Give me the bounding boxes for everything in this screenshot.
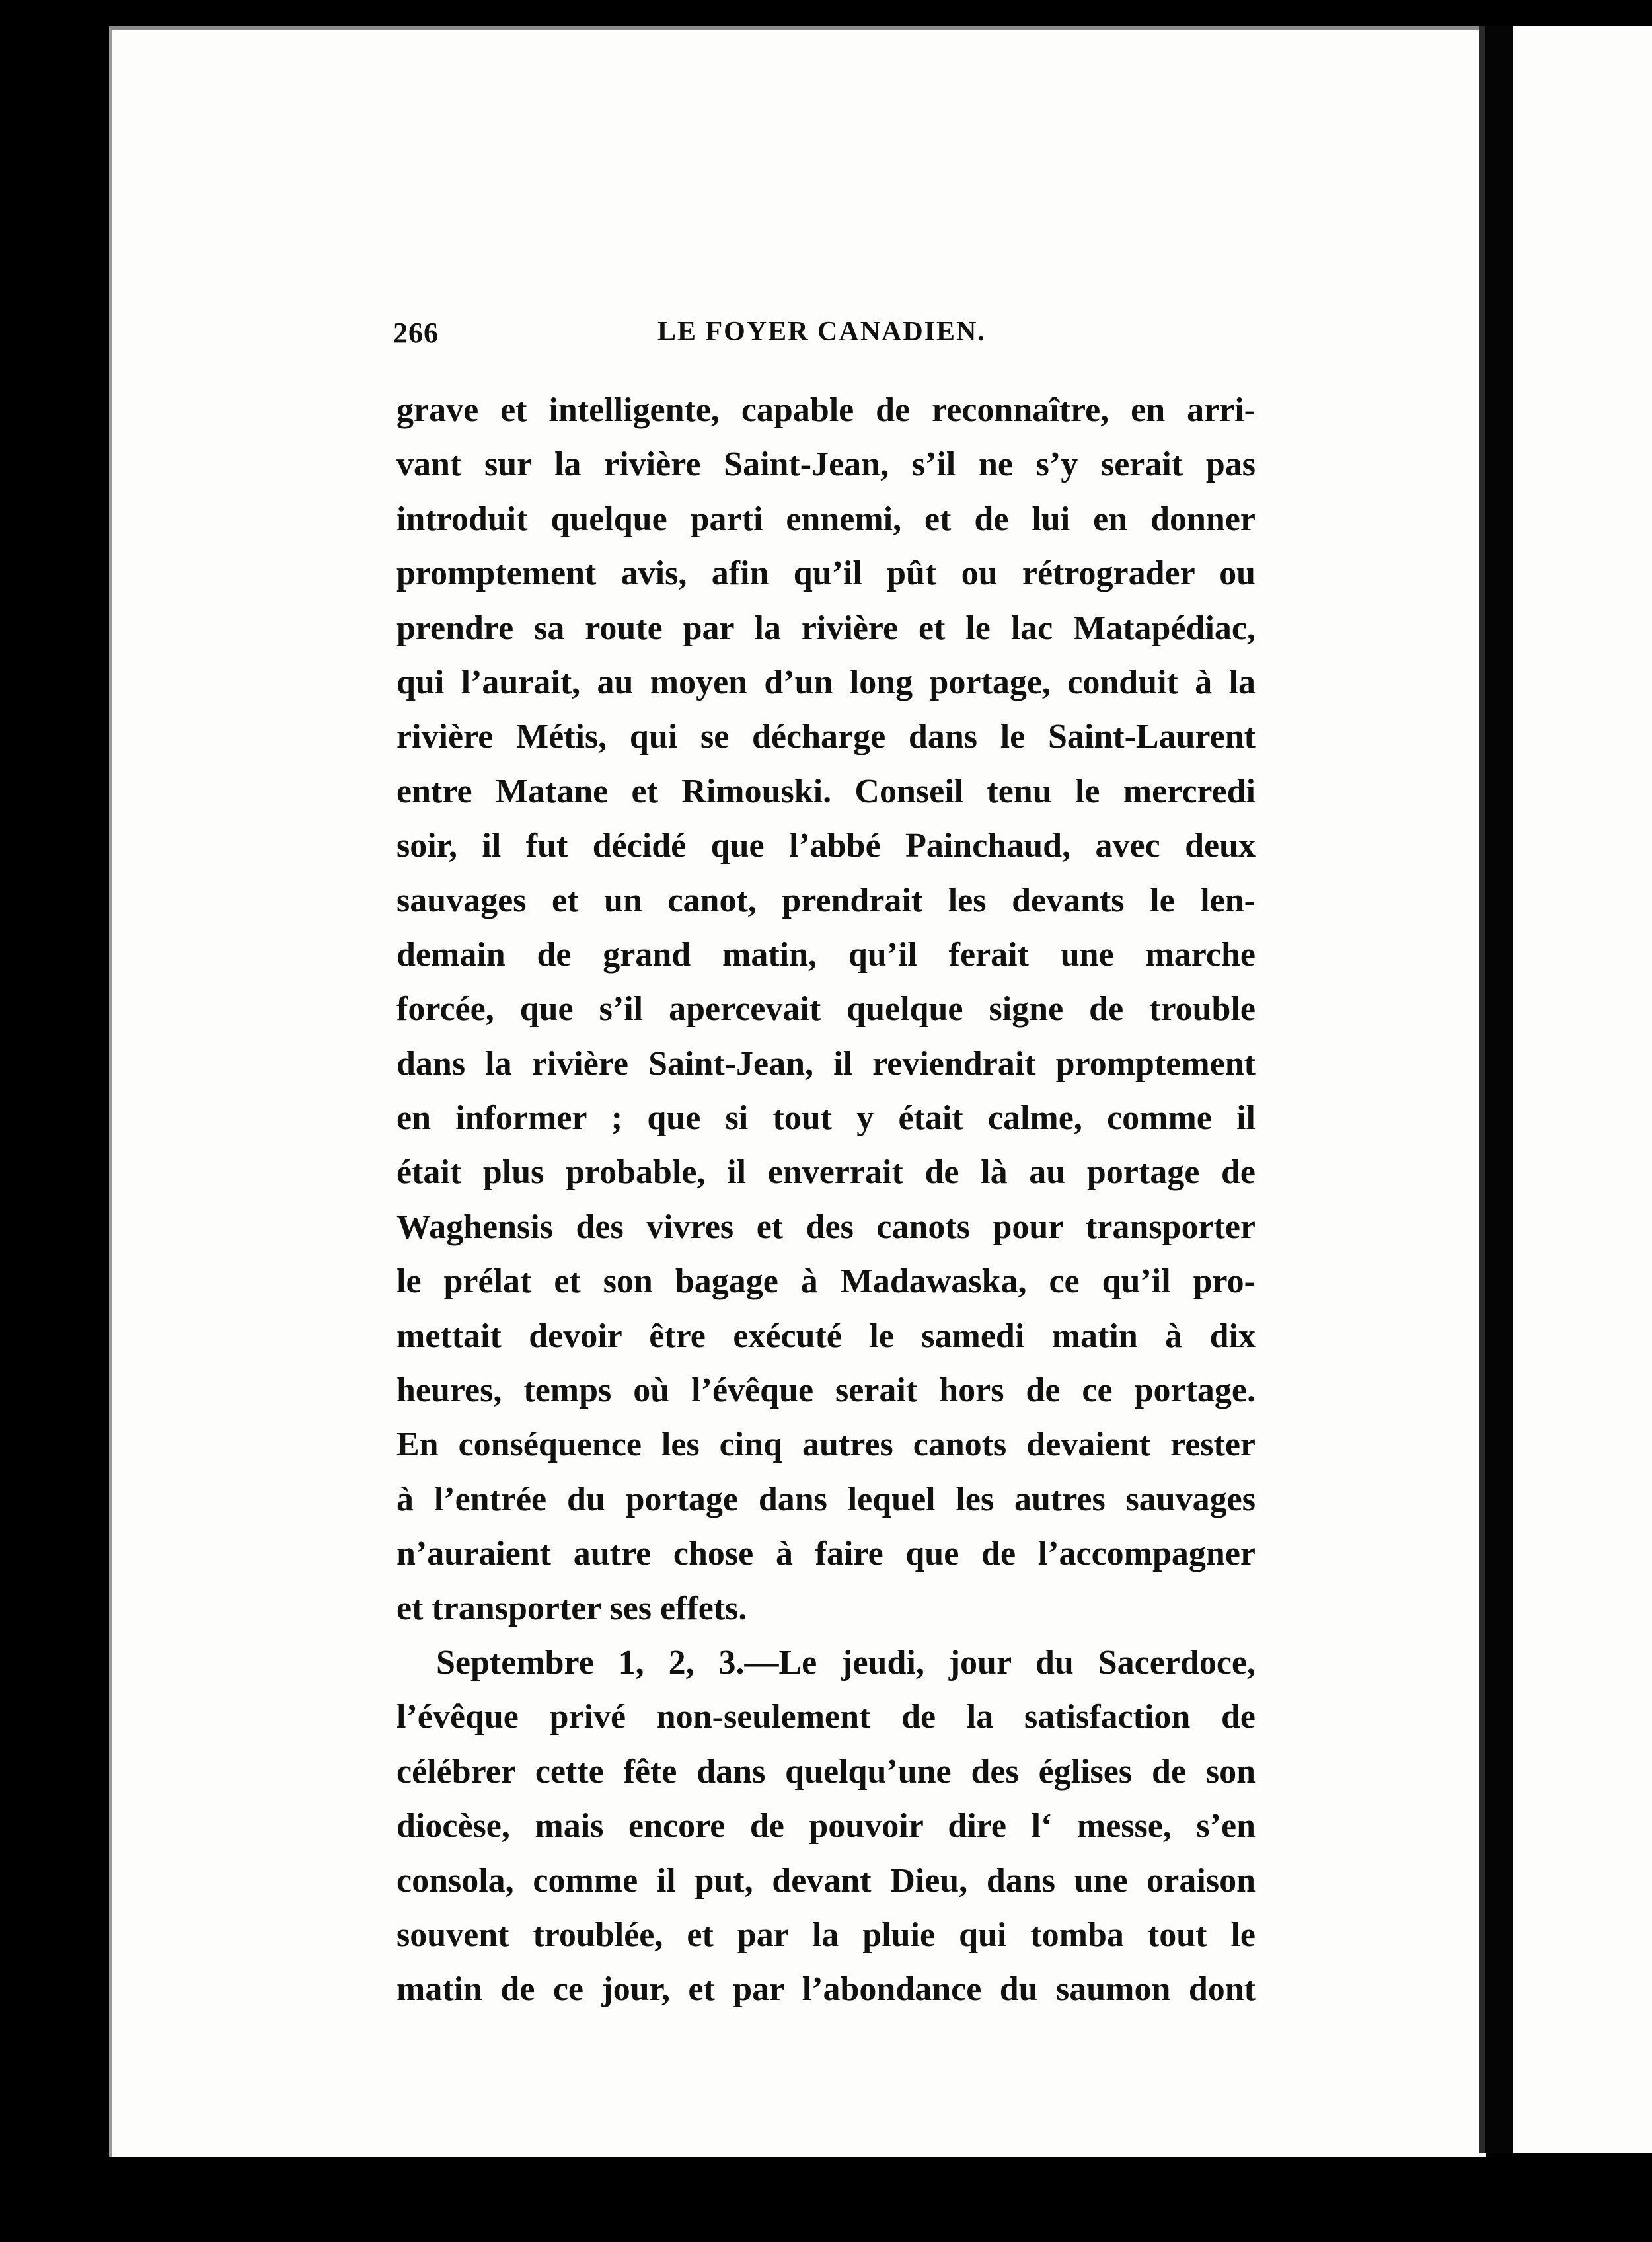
text-line: promptement avis, afin qu’il pût ou rétrograder ou [396,555,1256,593]
text-line: diocèse, mais encore de pouvoir dire l‘ messe, s’en [396,1807,1256,1845]
text-line: heures, temps où l’évêque serait hors de ce portage. [396,1372,1256,1410]
text-line: célébrer cette fête dans quelqu’une des églises de son [396,1752,1256,1791]
text-line: matin de ce jour, et par l’abondance du saumon dont [396,1970,1256,2009]
text-line: consola, comme il put, devant Dieu, dans une oraison [396,1861,1256,1900]
text-line: le prélat et son bagage à Madawaska, ce qu’il pro- [396,1262,1256,1301]
text-line: entre Matane et Rimouski. Conseil tenu le mercredi [396,772,1256,810]
running-title: LE FOYER CANADIEN. [657,317,986,347]
text-line: sauvages et un canot, prendrait les devants le len- [396,881,1256,919]
binding-gutter [1485,26,1517,2153]
text-line: demain de grand matin, qu’il ferait une marche [396,935,1256,974]
text-line: qui l’aurait, au moyen d’un long portage, conduit à la [396,663,1256,701]
page-number: 266 [393,317,439,349]
text-line: à l’entrée du portage dans lequel les autres sauvages [396,1480,1256,1518]
text-line: forcée, que s’il apercevait quelque signe de trouble [396,990,1256,1028]
text-line: n’auraient autre chose à faire que de l’accompagner [396,1535,1256,1573]
text-line: prendre sa route par la rivière et le lac Matapédiac, [396,609,1256,647]
text-line: rivière Métis, qui se décharge dans le Saint-Laurent [396,718,1256,756]
text-line: en informer ; que si tout y était calme, comme il [396,1099,1256,1138]
text-line: grave et intelligente, capable de reconnaître, en arri- [396,391,1256,429]
text-line: souvent troublée, et par la pluie qui tomba tout le [396,1915,1256,1954]
paragraph-first-line: Septembre 1, 2, 3.—Le jeudi, jour du Sacerdoce, [436,1643,1256,1682]
text-line: soir, il fut décidé que l’abbé Painchaud, avec deux [396,827,1256,865]
text-line: introduit quelque parti ennemi, et de lui en donner [396,500,1256,538]
text-line: Waghensis des vivres et des canots pour transporter [396,1208,1256,1246]
text-line: mettait devoir être exécuté le samedi matin à dix [396,1317,1256,1355]
text-line: vant sur la rivière Saint-Jean, s’il ne s’y serait pas [396,445,1256,484]
facing-page-sliver [1513,26,1652,2153]
text-line: était plus probable, il enverrait de là au portage de [396,1153,1256,1192]
text-line: En conséquence les cinq autres canots devaient rester [396,1426,1256,1464]
paragraph-last-line: et transporter ses effets. [396,1589,747,1627]
text-line: l’évêque privé non-seulement de la satisfaction de [396,1698,1256,1736]
running-head [393,316,1252,356]
text-line: dans la rivière Saint-Jean, il reviendrait promptement [396,1044,1256,1083]
body-text [396,383,1256,2017]
